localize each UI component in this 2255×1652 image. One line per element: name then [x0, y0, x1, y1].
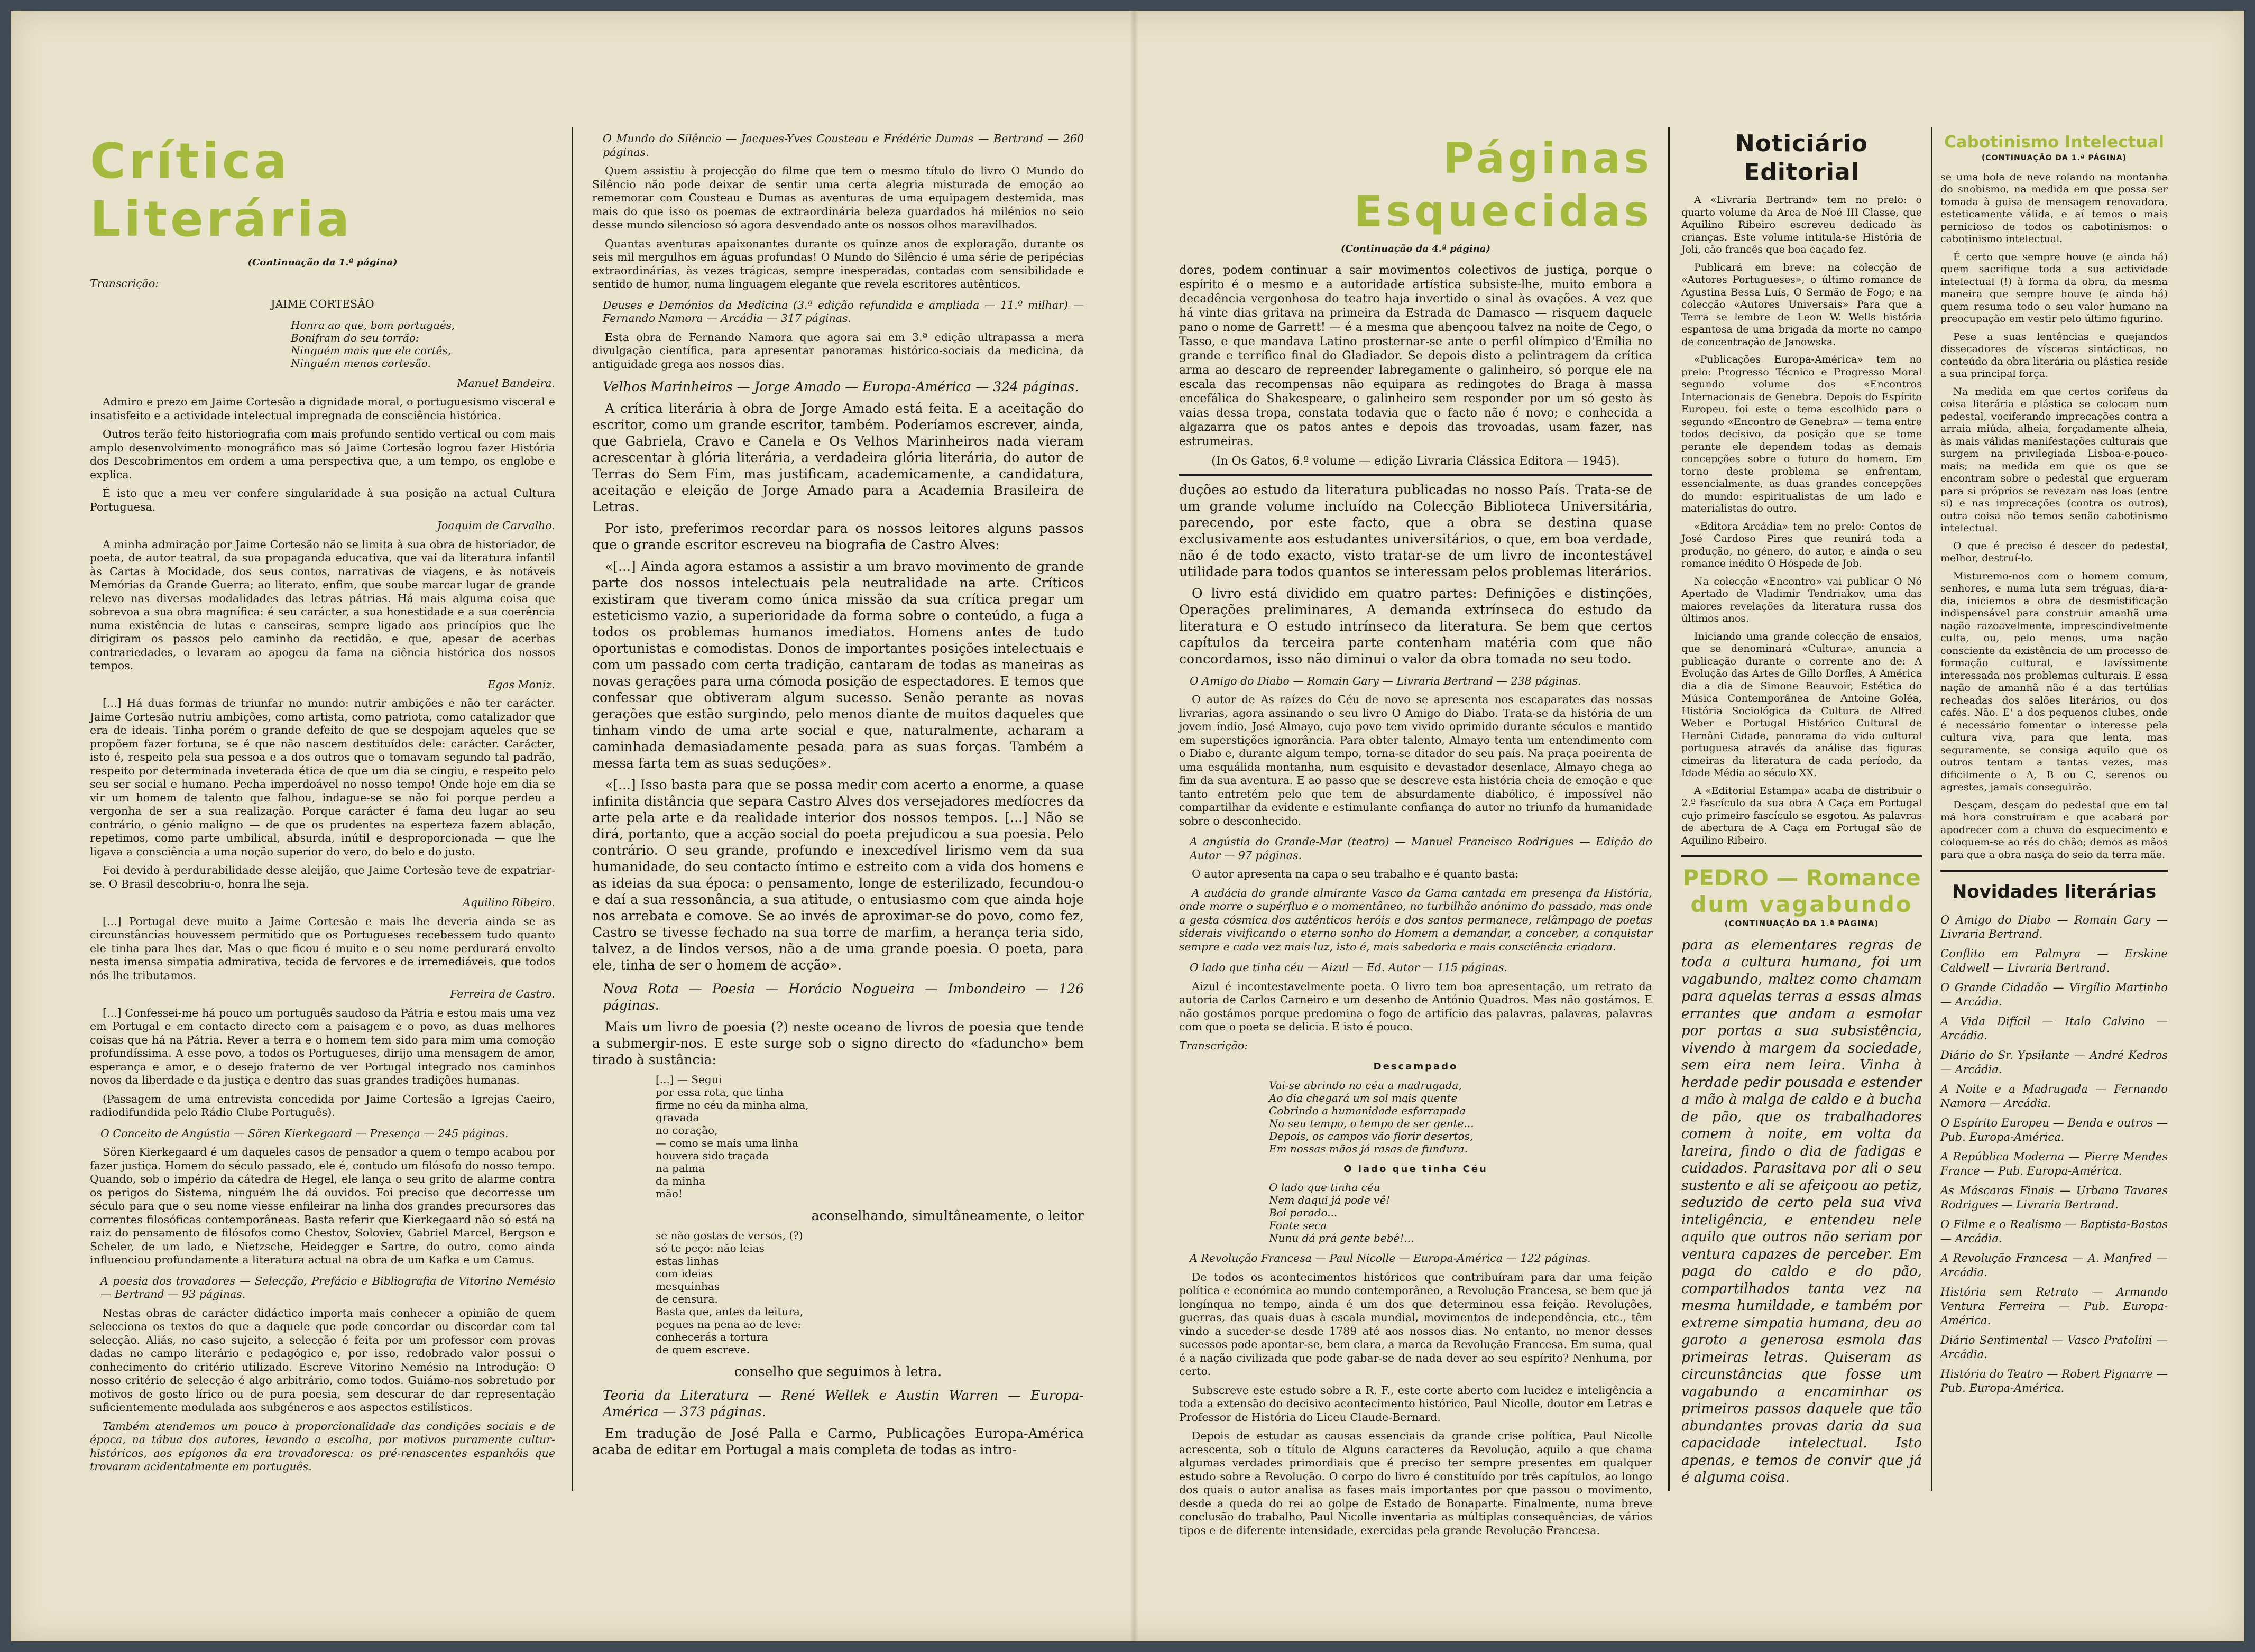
- continuation-note: (CONTINUAÇÃO DA 1.ª PÁGINA): [1981, 154, 2127, 162]
- poem-line: no coração,: [656, 1124, 718, 1137]
- poem-excerpt: [1269, 1181, 1652, 1244]
- continuation-note: (Continuação da 4.ª página): [1340, 243, 1491, 254]
- page2-column: [592, 132, 1084, 1491]
- poem-line: na palma: [656, 1162, 705, 1175]
- section-rule: [1940, 870, 2168, 872]
- newspaper-sheet: [11, 11, 2244, 1641]
- page3-column: [1179, 132, 1652, 1537]
- paragraph: O livro está dividido em quatro partes: Definições e distinções, Operações preliminares, A demanda extrínseca do estudo da literatura e O estudo intrínseco da literatura. Se bem que certos capítulos da terceira parte contenham matéria com que não concordamos, isso não diminui o valor da obra tomada no seu todo.: [1179, 585, 1652, 667]
- epigraph-author: Manuel Bandeira.: [457, 376, 555, 390]
- book-title: O Mundo do Silêncio — Jacques-Yves Cousteau e Frédéric Dumas — Bertrand — 260 páginas.: [603, 132, 1084, 159]
- cabotinismo-column: [1940, 132, 2168, 1493]
- news-item: Publicará em breve: na colecção de «Autores Portugueses», o último romance de Agustina Bessa Luís, O Sermão de Fogo; e na colecção «Autores Universais» Para que a Terra se lembre de Leon W. Wells história espantosa de uma brigada da morte no campo de concentração de Janowska.: [1681, 261, 1922, 348]
- cabot-paragraph: Pese a suas lentências e quejandos dissecadores de vísceras sintácticas, no conteúdo da obra literária ou plástica reside a sua principal força.: [1940, 330, 2168, 380]
- poem-line: Vai-se abrindo no céu a madrugada,: [1269, 1078, 1462, 1092]
- paragraph: Também atendemos um pouco à proporcionalidade das condições sociais e de época, na tábua dos autores, levando a escolha, por motivos puramente cultur-históricos, aos epígonos da era trovadoresca: os pré-renascentes espanhóis que trovaram acidentalmente em português.: [90, 1419, 555, 1473]
- paragraph: [...] Portugal deve muito a Jaime Cortesão e mais lhe deveria ainda se as circunstâncias houvessem permitido que os Portugueses recebessem tudo quanto ele tinha para lhes dar. Mas o que ficou é muito e o seu nome perdurará envolto nesta imensa simpatia admirativa, tecida de fervores e de irremediáveis, que todos nós lhe tributamos.: [90, 915, 555, 982]
- paragraph: A minha admiração por Jaime Cortesão não se limita à sua obra de historiador, de poeta, de autor teatral, da sua propaganda educativa, que vai da literatura infantil às Cartas à Mocidade, dos seus contos, narrativas de viagens, e às notáveis Memórias da Grande Guerra; ao literato, enfim, que soube marcar lugar de grande relevo nas diversas modalidades das letras pátrias. Há mais alguma coisa que sobrevoa a sua obra magnífica: é seu carácter, a sua honestidade e a sua coerência numa existência de lutas e canseiras, sempre ligado aos princípios que lhe dirigiram os passos pelo caminho da rectidão, e que, apesar de acerbas contrariedades, o levaram ao apogeu da fama na ciência histórica dos nossos tempos.: [90, 538, 555, 672]
- paragraph: Nestas obras de carácter didáctico importa mais conhecer a opinião de quem selecciona os textos do que a daquele que pode concordar ou discordar com tal selecção. Aliás, no caso sujeito, a selecção é feita por um professor com provas dadas no campo literário e pedagógico e, por isso, redobrado valor possui o conhecimento do critério utilizado. Escreve Vitorino Nemésio na Introdução: O nosso critério de selecção é algo arbitrário, como todos. Guiámo-nos sobretudo por motivos de gosto lírico ou de pura poesia, sem descurar de dar representação suficientemente modulada aos subgéneros e aos aspectos estilísticos.: [90, 1306, 555, 1414]
- quote-author: Ferreira de Castro.: [450, 987, 555, 1000]
- epigraph-line: Ninguém mais que ele cortês,: [291, 344, 452, 357]
- large-text-block: [1179, 263, 1652, 468]
- poem-line: Em nossas mãos já rasas de fundura.: [1269, 1142, 1468, 1155]
- paragraph: (Passagem de uma entrevista concedida por Jaime Cortesão a Igrejas Caeiro, radiodifundida pelo Rádio Clube Português).: [90, 1092, 555, 1119]
- novidade-item: A Revolução Francesa — A. Manfred — Arcádia.: [1940, 1252, 2168, 1279]
- transcricao-label: Transcrição:: [1179, 1039, 1248, 1052]
- cabot-paragraph: Na medida em que certos corifeus da coisa literária e plástica se colocam num pedestal, vociferando imprecações contra a arraia miúda, alheia, forçadamente alheia, às mais válidas manifestações culturais que surgem na privilegiada Lisboa-e-pouco-mais; na medida em que os que se encontram sobre o pedestal que ergueram para si próprios se revezam nas loas (entre si) e nas imprecações (contra os outros), outra coisa não temos senão cabotinismo intelectual.: [1940, 385, 2168, 534]
- paragraph: A audácia do grande almirante Vasco da Gama cantada em presença da História, onde morre o supérfluo e o momentâneo, no turbilhão anónimo do passado, mas onde a gesta cósmica dos autênticos heróis e dos santos permanece, relâmpago de poetas siderais vivificando o eterno sonho do Homem a demandar, a conceber, a conquistar sempre e cada vez mais luz, isto é, mais sabedoria e mais consciência criadora.: [1179, 886, 1652, 953]
- poem-line: O lado que tinha céu: [1269, 1181, 1380, 1194]
- column-rule: [1931, 127, 1932, 1491]
- poem-line: [...] — Segui: [656, 1073, 722, 1086]
- source-note: (In Os Gatos, 6.º volume — edição Livraria Clássica Editora — 1945).: [1211, 454, 1620, 468]
- news-item: «Publicações Europa-América» tem no prelo: Progresso Técnico e Progresso Moral segundo volume dos «Encontros Internacionais de Genebra. Depois do Espírito Europeu, foi este o tema escolhido para o segundo «Encontro de Genebra» — tema entre todos decisivo, da posição que se tome perante ele dependem todas as demais concepções sobre o futuro do homem. Em torno deste problema se enfrentam, essencialmente, as duas grandes concepções do mundo: espiritualistas de um lado e materialistas do outro.: [1681, 354, 1922, 514]
- quote-author: Egas Moniz.: [487, 678, 555, 691]
- paragraph: Depois de estudar as causas essenciais da grande crise política, Paul Nicolle acrescenta, sob o título de Alguns caracteres da Revolução, aquilo a que chama algumas verdades primordiais que é preciso ter sempre presentes em qualquer estudo sobre a Revolução. O corpo do livro é constituído por três capítulos, ao longo dos quais o autor analisa as fases mais importantes por que passou o movimento, desde a queda do rei ao golpe de Estado de Bonaparte. Finalmente, numa breve conclusão do trabalho, Paul Nicolle inventaria as múltiplas consequências, de vários tipos e de diferente intensidade, exercidas pela grande Revolução Francesa.: [1179, 1429, 1652, 1537]
- news-item: Na colecção «Encontro» vai publicar O Nó Apertado de Vladimir Tendriakov, uma das maiores revelações da literatura russa dos últimos anos.: [1681, 575, 1922, 624]
- section-rule: [1179, 474, 1652, 476]
- continuation-note: (Continuação da 1.ª página): [247, 257, 398, 268]
- novidade-item: História sem Retrato — Armando Ventura Ferreira — Pub. Europa-América.: [1940, 1286, 2168, 1327]
- paragraph: Foi devido à perdurabilidade desse aleijão, que Jaime Cortesão teve de expatriar-se. O Brasil descobriu-o, honra lhe seja.: [90, 864, 555, 890]
- book-title: O Conceito de Angústia — Sören Kierkegaard — Presença — 245 páginas.: [100, 1127, 509, 1140]
- cabot-paragraph: Desçam, desçam do pedestal que em tal má hora construíram e que acabará por apodrecer com a chuva do esquecimento e coloquem-se ao rés do chão; demos as mãos para que a obra nasça do seio da terra mãe.: [1940, 799, 2168, 861]
- paragraph: dores, podem continuar a sair movimentos colectivos de justiça, porque o espírito é o mesmo e a autoridade artística subsiste-lhe, muito embora a decadência vergonhosa do teatro haja invertido o sinal às ovações. A vez que há vinte dias gritava na primeira da Estrada de Damasco — risquem daquele pano o nome de Garrett! — é a mesma que abençoou talvez na noite de Cego, o Tasso, e que mandava Latino prosternar-se ante o perfil olímpico d'Emília no grande e terrífico final do Gladiador. Se depois disto a pelintragem da crítica arma ao descaro de repreender labregamente o galinheiro, só porque ele na escala das recompensas não equipara as redingotes do Braga à massa encefálica do Shakespeare, o galinheiro sem responder por um só gesto às vaias dessa tropa, constata todavia que o facto não é novo; e conhecida a algazarra que os patos antes e depois das trovoadas, usam fazer, nas estrumeiras.: [1179, 263, 1652, 448]
- novidade-item: As Máscaras Finais — Urbano Tavares Rodrigues — Livraria Bertrand.: [1940, 1184, 2168, 1211]
- news-item: «Editora Arcádia» tem no prelo: Contos de José Cardoso Pires que reunirá toda a produção, no género, do autor, e ainda o seu romance inédito O Hóspede de Job.: [1681, 520, 1922, 569]
- book-title: O Amigo do Diabo — Romain Gary — Livraria Bertrand — 238 páginas.: [1190, 674, 1581, 687]
- book-title: Nova Rota — Poesia — Horácio Nogueira — Imbondeiro — 126 páginas.: [603, 981, 1084, 1013]
- paragraph: Esta obra de Fernando Namora que agora sai em 3.ª edição ultrapassa a mera divulgação científica, para apresentar panoramas histórico-sociais da medicina, da antiguidade grega aos nossos dias.: [592, 330, 1084, 371]
- epigraph-line: Bonifram do seu torrão:: [291, 331, 419, 344]
- subject-name: JAIME CORTESÃO: [271, 298, 374, 310]
- quote-author: Aquilino Ribeiro.: [463, 896, 555, 909]
- paragraph: A crítica literária à obra de Jorge Amado está feita. E a aceitação do escritor, como um grande escritor, também. Poderíamos escrever, ainda, que Gabriela, Cravo e Canela e Os Velhos Marinheiros nada vieram acrescentar à glória literária, a verdadeira glória literária, do autor de Terras do Sem Fim, mas justificam, academicamente, a candidatura, aceitação e eleição de Jorge Amado para a Academia Brasileira de Letras.: [592, 401, 1084, 514]
- novidade-item: O Espírito Europeu — Benda e outros — Pub. Europa-América.: [1940, 1116, 2168, 1143]
- paragraph: Subscreve este estudo sobre a R. F., este corte aberto com lucidez e inteligência a toda a extensão do decisivo acontecimento histórico, Paul Nicolle, doutor em Letras e Professor de História do Liceu Claude-Bernard.: [1179, 1383, 1652, 1424]
- noticiario-column: [1681, 130, 1922, 1493]
- book-title: A angústia do Grande-Mar (teatro) — Manuel Francisco Rodrigues — Edição do Autor — 97 páginas.: [1190, 835, 1652, 862]
- paragraph: Admiro e prezo em Jaime Cortesão a dignidade moral, o portuguesismo visceral e insatisfeito e a actividade intelectual impregnada de consciência histórica.: [90, 395, 555, 422]
- poem-line: — como se mais uma linha: [656, 1137, 798, 1149]
- pedro-text: para as elementares regras de toda a cultura humana, foi um vagabundo, maltez como chamam para aquelas terras a essas almas errantes que andam a esmolar por portas a sua subsistência, vivendo à margem da sociedade, sem eira nem leira. Vinha à herdade pedir pousada e estender a mão à malga de caldo e à bucha de pão, que os trabalhadores comem à noite, em volta da lareira, findo o dia de fadigas e cuidados. Parasitava por ali o seu sustento e ali se afeiçoou ao petiz, seduzido de certo pela sua viva inteligência, e entendeu nele aquilo que outros não seriam por ventura capazes de perceber. Em paga do caldo e do pão, compartilhados tanta vez na mesma humildade, e também por extreme simpatia humana, deu ao garoto a generosa esmola das primeiras letras. Quiseram as circunstâncias que fosse um vagabundo a encaminhar os primeiros passos daquele que tão abundantes provas daria da sua capacidade intelectual. Isto apenas, e temos de convir que já é alguma coisa.: [1681, 937, 1922, 1485]
- poem-line: firme no céu da minha alma,: [656, 1099, 809, 1111]
- book-title: A poesia dos trovadores — Selecção, Prefácio e Bibliografia de Vitorino Nemésio — Bertrand — 93 páginas.: [100, 1274, 555, 1300]
- cabot-paragraph: É certo que sempre houve (e ainda há) quem sacrifique toda a sua actividade intelectual (!) à forma da obra, da mesma maneira que sempre houve (e ainda há) quem resuma todo o seu valor humano na preocupação em vestir pelo último figurino.: [1940, 251, 2168, 325]
- paragraph: [...] Confessei-me há pouco um português saudoso da Pátria e estou mais uma vez em Portugal e em contacto directo com a paisagem e o povo, as duas melhores coisas que há na Pátria. Rever a terra e o homem tem sido para mim uma comoção profundíssima. A esse povo, a todos os Portugueses, dirijo uma mensagem de amor, esperança e amor, e o desejo fraterno de ver Portugal integrado nos caminhos novos da liberdade e da justiça e dentro das suas grandes tradições humanas.: [90, 1006, 555, 1086]
- column-rule: [572, 127, 573, 1491]
- poem-line: conhecerás a tortura: [656, 1331, 768, 1343]
- book-title: A Revolução Francesa — Paul Nicolle — Europa-América — 122 páginas.: [1190, 1252, 1591, 1265]
- pedro-title-line2: dum vagabundo: [1690, 891, 1913, 917]
- paragraph: «[...] Isso basta para que se possa medir com acerto a enorme, a quase infinita distância que separa Castro Alves dos versejadores medíocres da arte pela arte e da realidade interior dos nossos tempos. [...] Não se dirá, portanto, que a acção social do poeta prejudicou a sua poesia. Pelo contrário. O seu grande, profundo e inexcedível lirismo vem da sua humanidade, do seu contacto íntimo e estreito com a vida dos homens e as ideias da sua época: o pensamento, longe de esterilizado, fecundou-o e daí a sua ressonância, a sua atitude, o entusiasmo com que ainda hoje nos arrebata e comove. Se ao invés de aproximar-se do povo, como fez, Castro se tivesse fechado na sua torre de marfim, a herança teria sido, talvez, a de lindos versos, não a de uma grande poesia. O poeta, para ele, tinha de ser o homem de acção».: [592, 777, 1084, 973]
- paragraph: aconselhando, simultâneamente, o leitor: [811, 1208, 1084, 1223]
- epigraph-line: Honra ao que, bom português,: [291, 318, 455, 331]
- novidade-item: História do Teatro — Robert Pignarre — Pub. Europa-América.: [1940, 1368, 2168, 1395]
- novidade-item: O Amigo do Diabo — Romain Gary — Livraria Bertrand.: [1940, 913, 2168, 940]
- paragraph: duções ao estudo da literatura publicadas no nosso País. Trata-se de um grande volume incluído na Colecção Biblioteca Universitária, parecendo, por este facto, que a obra se destina quase exclusivamente aos estudantes universitários, o que, em boa verdade, não é de todo exacto, visto tratar-se de um livro de incontestável utilidade para todos quantos se interessam pelos problemas literários.: [1179, 482, 1652, 579]
- noticiario-editorial-title: Noticiário Editorial: [1735, 130, 1869, 186]
- paragraph: Quantas aventuras apaixonantes durante os quinze anos de exploração, durante os seis mil mergulhos em águas profundas! O Mundo do Silêncio é uma série de peripécias extraordinárias, às vezes trágicas, sempre inesperadas, contadas com sensibilidade e sentido de humor, numa linguagem elegante que revela escritores autênticos.: [592, 237, 1084, 290]
- page1-column: [90, 132, 555, 1491]
- poem-line: Nem daqui já pode vê!: [1269, 1194, 1391, 1206]
- poem-line: Ao dia chegará um sol mais quente: [1269, 1091, 1458, 1104]
- paragraph: O autor apresenta na capa o seu trabalho e é quanto basta:: [1192, 867, 1519, 880]
- large-text-block: [1179, 482, 1652, 667]
- poem-excerpt: [656, 1229, 1084, 1356]
- paragraph: conselho que seguimos à letra.: [734, 1364, 942, 1379]
- paragraph: Mais um livro de poesia (?) neste oceano de livros de poesia que tende a submergir-nos. E este surge sob o signo directo do «faduncho» bem tirado à sustância:: [592, 1019, 1084, 1067]
- book-title: Velhos Marinheiros — Jorge Amado — Europa-América — 324 páginas.: [603, 379, 1079, 394]
- cabot-paragraph: Misturemo-nos com o homem comum, senhores, e numa luta sem tréguas, dia-a-dia, iniciemos a obra de desmistificação indispensável para construir amanhã uma nação razoavelmente, imprescindivelmente culta, ou, pelo menos, uma nação consciente da existência de um processo de formação cultural, e lavíssimente interessada nos problemas culturais. E essa nação de amanhã não é a das tertúlias recheadas dos salões literários, ou dos cafés. Não. E' a dos pequenos clubes, onde é necessário fomentar o interesse pela cultura viva, para que lenta, mas seguramente, se consiga aquilo que os outros tentam a tantas vezes, mas dificilmente o A, B ou C, serenos ou agrestes, jamais conseguirão.: [1940, 570, 2168, 793]
- large-text-block: [592, 400, 1084, 1068]
- pedro-title-line1: PEDRO — Romance: [1682, 865, 1921, 891]
- critica-literaria-headline: Crítica Literária: [90, 133, 353, 247]
- paragraph: É isto que a meu ver confere singularidade à sua posição na actual Cultura Portuguesa.: [90, 487, 555, 513]
- news-item: A «Livraria Bertrand» tem no prelo: o quarto volume da Arca de Noé III Classe, que Aquilino Ribeiro escreveu dedicado às crianças. Este volume intitula-se História de Joli, cão francês que boa caçado fez.: [1681, 194, 1922, 255]
- center-fold: [1130, 11, 1138, 1641]
- paginas-esquecidas-headline: Páginas Esquecidas: [1354, 134, 1652, 236]
- cabot-paragraph: se uma bola de neve rolando na montanha do snobismo, na medida em que possa ser tomada à guisa de mensagem renovadora, esteticamente válida, e aí temos o mais pernicioso de todos os cabotinismos: o cabotinismo intelectual.: [1940, 171, 2168, 245]
- poem-line: da minha: [656, 1175, 706, 1187]
- poem-line: de censura.: [656, 1293, 718, 1305]
- book-title: O lado que tinha céu — Aizul — Ed. Autor — 115 páginas.: [1190, 961, 1507, 974]
- novidade-item: Conflito em Palmyra — Erskine Caldwell — Livraria Bertrand.: [1940, 947, 2168, 974]
- poem-line: mesquinhas: [656, 1280, 720, 1293]
- novidades-literarias-title: Novidades literárias: [1952, 881, 2157, 902]
- poem-line: Depois, os campos vão florir desertos,: [1269, 1129, 1474, 1142]
- book-title: Deuses e Demónios da Medicina (3.ª edição refundida e ampliada — 11.º milhar) — Fernando Namora — Arcádia — 317 páginas.: [603, 298, 1084, 325]
- poem-line: se não gostas de versos, (?): [656, 1229, 803, 1242]
- book-title: Teoria da Literatura — René Wellek e Austin Warren — Europa-América — 373 páginas.: [603, 1388, 1084, 1419]
- poem-line: houvera sido traçada: [656, 1149, 769, 1162]
- poem-line: Boi parado...: [1269, 1206, 1338, 1219]
- paragraph: Outros terão feito historiografia com mais profundo sentido vertical ou com mais amplo desenvolvimento monográfico mas só Jaime Cortesão logrou fazer História dos Descobrimentos em ordem a uma perspectiva que, a um tempo, os englobe e explica.: [90, 428, 555, 481]
- poem-line: gravada: [656, 1111, 699, 1124]
- poem-line: estas linhas: [656, 1254, 719, 1267]
- poem-line: por essa rota, que tinha: [656, 1086, 784, 1099]
- paragraph: Sören Kierkegaard é um daqueles casos de pensador a quem o tempo acabou por fazer justiça. Homem do século passado, ele é, contudo um filósofo do nosso tempo. Quando, sob o império da cátedra de Hegel, ele lança o seu grito de alarme contra os perigos do Sistema, ninguém lhe dá ouvidos. Foi preciso que decorresse um século para que o seu nome viesse enfileirar na linha dos grandes precursores das correntes filosóficas contemporâneas. Basta referir que Kierkegaard não só está na raiz do pensamento de filósofos como Chestov, Soloviev, Gabriel Marcel, Bergson e Scheler, de um lado, e Nietzsche, Heidegger e Sartre, do outro, como ainda influenciou profundamente a literatura actual na obra de um Kafka e um Camus.: [90, 1146, 555, 1266]
- epigraph-line: Ninguém menos cortesão.: [291, 356, 431, 370]
- novidade-item: Diário do Sr. Ypsilante — André Kedros — Arcádia.: [1940, 1049, 2168, 1076]
- poem-line: Nunu dá prá gente bebê!...: [1269, 1232, 1414, 1244]
- news-item: Iniciando uma grande colecção de ensaios, que se denominará «Cultura», anuncia a publicação durante o corrente ano de: A Evolução das Artes de Gillo Dorfles, A América dia a dia de Simone Beauvoir, Estética do Música Contemporânea de Antoine Goléa, História Sociológica da Cultura de Alfred Weber e Portugal Histórico Cultural de Hernâni Cidade, panorama da vida cultural portuguesa através da análise das figuras cimeiras da literatura de cada período, da Idade Média ao século XX.: [1681, 630, 1922, 779]
- epigraph: [291, 319, 555, 370]
- novidade-item: A Vida Difícil — Italo Calvino — Arcádia.: [1940, 1015, 2168, 1042]
- continuation-note: (CONTINUAÇÃO DA 1.ª PÁGINA): [1724, 919, 1879, 928]
- novidade-item: A República Moderna — Pierre Mendes France — Pub. Europa-América.: [1940, 1150, 2168, 1177]
- paragraph: De todos os acontecimentos históricos que contribuíram para dar uma feição política e económica ao mundo contemporâneo, a Revolução Francesa, se bem que já longínqua no tempo, ainda é um dos que determinou essa feição. Revoluções, guerras, das quais duas à escala mundial, movimentos de independência, etc., têm vindo a suceder-se desde 1789 até aos nossos dias. No entanto, no menor desses sucessos pode apontar-se, bem clara, a marca da Revolução Francesa. Em suma, qual é a nação civilizada que pode gabar-se de nada dever ao seu espírito? Nenhuma, por certo.: [1179, 1270, 1652, 1378]
- paragraph: Por isto, preferimos recordar para os nossos leitores alguns passos que o grande escritor escreveu na biografia de Castro Alves:: [592, 521, 1084, 552]
- poem-excerpt: [656, 1073, 1084, 1200]
- poem-line: pegues na pena ao de leve:: [656, 1318, 802, 1331]
- paragraph: «[...] Ainda agora estamos a assistir a um bravo movimento de grande parte dos nossos intelectuais pela neutralidade na arte. Críticos existiram que tiveram como única missão da sua crítica pregar um esteticismo vazio, a superioridade da forma sobre o conteúdo, a fuga a todos os problemas humanos imediatos. Homens antes de tudo oportunistas e comodistas. Donos de importantes posições intelectuais e com um passado com certa tradição, cantaram de todas as maneiras as novas gerações para uma cómoda posição de espectadores. E temos que confessar que obtiveram algum sucesso. Senão perante as novas gerações que estão surgindo, pelo menos diante de muitos daqueles que tinham vindo de uma arte social e que, naturalmente, acharam a caminhada demasiadamente pesada para as suas forças. Também a messa farta tem as suas seduções».: [592, 559, 1084, 771]
- novidade-item: O Filme e o Realismo — Baptista-Bastos — Arcádia.: [1940, 1218, 2168, 1245]
- column-rule: [1668, 127, 1670, 1491]
- novidade-item: Diário Sentimental — Vasco Pratolini — Arcádia.: [1940, 1334, 2168, 1361]
- quote-author: Joaquim de Carvalho.: [437, 519, 555, 532]
- poem-line: No seu tempo, o tempo de ser gente...: [1269, 1116, 1474, 1130]
- poem-line: mão!: [656, 1187, 683, 1200]
- section-rule: [1681, 855, 1922, 857]
- paragraph: [...] Há duas formas de triunfar no mundo: nutrir ambições e não ter carácter. Jaime Cortesão nutriu ambições, como artista, como patriota, como catalizador que era de ideais. Tinha porém o grande defeito de que se despojam aqueles que se propõem fazer fortuna, se é que não nascem destituídos dele: carácter. Carácter, isto é, respeito pela sua pessoa e a dos outros que o tomavam segundo tal padrão, respeito por determinada inveterada ética de que um dia se cingiu, e respeito pelo seu ser social e humano. Pecha imperdoável no nosso tempo! Onde hoje em dia se vir um homem de talento que falhou, indague-se se não foi porque perdeu a vergonha de ser a sua realização. Porque carácter é fama deu lugar ao seu contrário, o génio maligno — de que os prudentes na esperteza fazem ablação, repetimos, como parte umbilical, absurda, inútil e desproporcionada — que lhe ligava a consciência a uma noção superior do vero, do belo e do justo.: [90, 697, 555, 858]
- transcricao-label: Transcrição:: [90, 276, 159, 290]
- paragraph: Em tradução de José Palla e Carmo, Publicações Europa-América acaba de editar em Portugal a mais completa de todas as intro-: [592, 1426, 1084, 1457]
- poem-title: Descampado: [1373, 1061, 1458, 1072]
- novidade-item: O Grande Cidadão — Virgílio Martinho — Arcádia.: [1940, 981, 2168, 1008]
- news-item: A «Editorial Estampa» acaba de distribuir o 2.º fascículo da sua obra A Caça em Portugal cujo primeiro fascículo se esgotou. As palavras de abertura de A Caça em Portugal são de Aquilino Ribeiro.: [1681, 785, 1922, 846]
- novidade-item: A Noite e a Madrugada — Fernando Namora — Arcádia.: [1940, 1083, 2168, 1110]
- poem-line: Fonte seca: [1269, 1219, 1327, 1232]
- poem-title: O lado que tinha Céu: [1343, 1163, 1488, 1175]
- paragraph: Aizul é incontestavelmente poeta. O livro tem boa apresentação, um retrato da autoria de Carlos Carneiro e um desenho de António Quadros. Mas não gostámos. E não gostámos porque predomina o fogo de artifício das palavras, palavras, palavras com que o poeta se delicia. E isto é pouco.: [1179, 980, 1652, 1033]
- cabot-paragraph: O que é preciso é descer do pedestal, melhor, destruí-lo.: [1940, 540, 2168, 564]
- poem-excerpt: [1269, 1079, 1652, 1155]
- poem-line: só te peço: não leias: [656, 1242, 765, 1254]
- poem-line: de quem escreve.: [656, 1343, 750, 1356]
- cabotinismo-title: Cabotinismo Intelectual: [1944, 133, 2165, 152]
- poem-line: Basta que, antes da leitura,: [656, 1305, 804, 1318]
- poem-line: Cobrindo a humanidade esfarrapada: [1269, 1104, 1466, 1117]
- paragraph: O autor de As raízes do Céu de novo se apresenta nos escaparates das nossas livrarias, agora assinando o seu livro O Amigo do Diabo. Trata-se da história de um jovem índio, José Almayo, cujo povo tem vivido oprimido durante séculos e mantido em superstições ignorância. Para obter talento, Almayo tenta um entendimento com o Diabo e, durante algum tempo, torna-se ditador do seu país. Na praça poeirenta de uma esquálida montanha, num esquisito e devastador desenlace, Almayo chega ao fim da sua aventura. E ao passo que se descreve esta história cheia de emoção e que tanto entretém pelo que tem de absurdamente diabólico, é impossível não compartilhar da evidente e estimulante confiança do autor no triunfo da humanidade sobre o desconhecido.: [1179, 693, 1652, 827]
- paragraph: Quem assistiu à projecção do filme que tem o mesmo título do livro O Mundo do Silêncio não pode deixar de sentir uma certa alegria misturada de emoção ao rememorar com Cousteau e Dumas as aventuras de uma equipagem destemida, mas mais do que isso os poemas de extraordinária beleza guardados há milénios no seio desse mundo silencioso só agora desvendado ante os nossos olhos maravilhados.: [592, 164, 1084, 231]
- poem-line: com ideias: [656, 1267, 713, 1280]
